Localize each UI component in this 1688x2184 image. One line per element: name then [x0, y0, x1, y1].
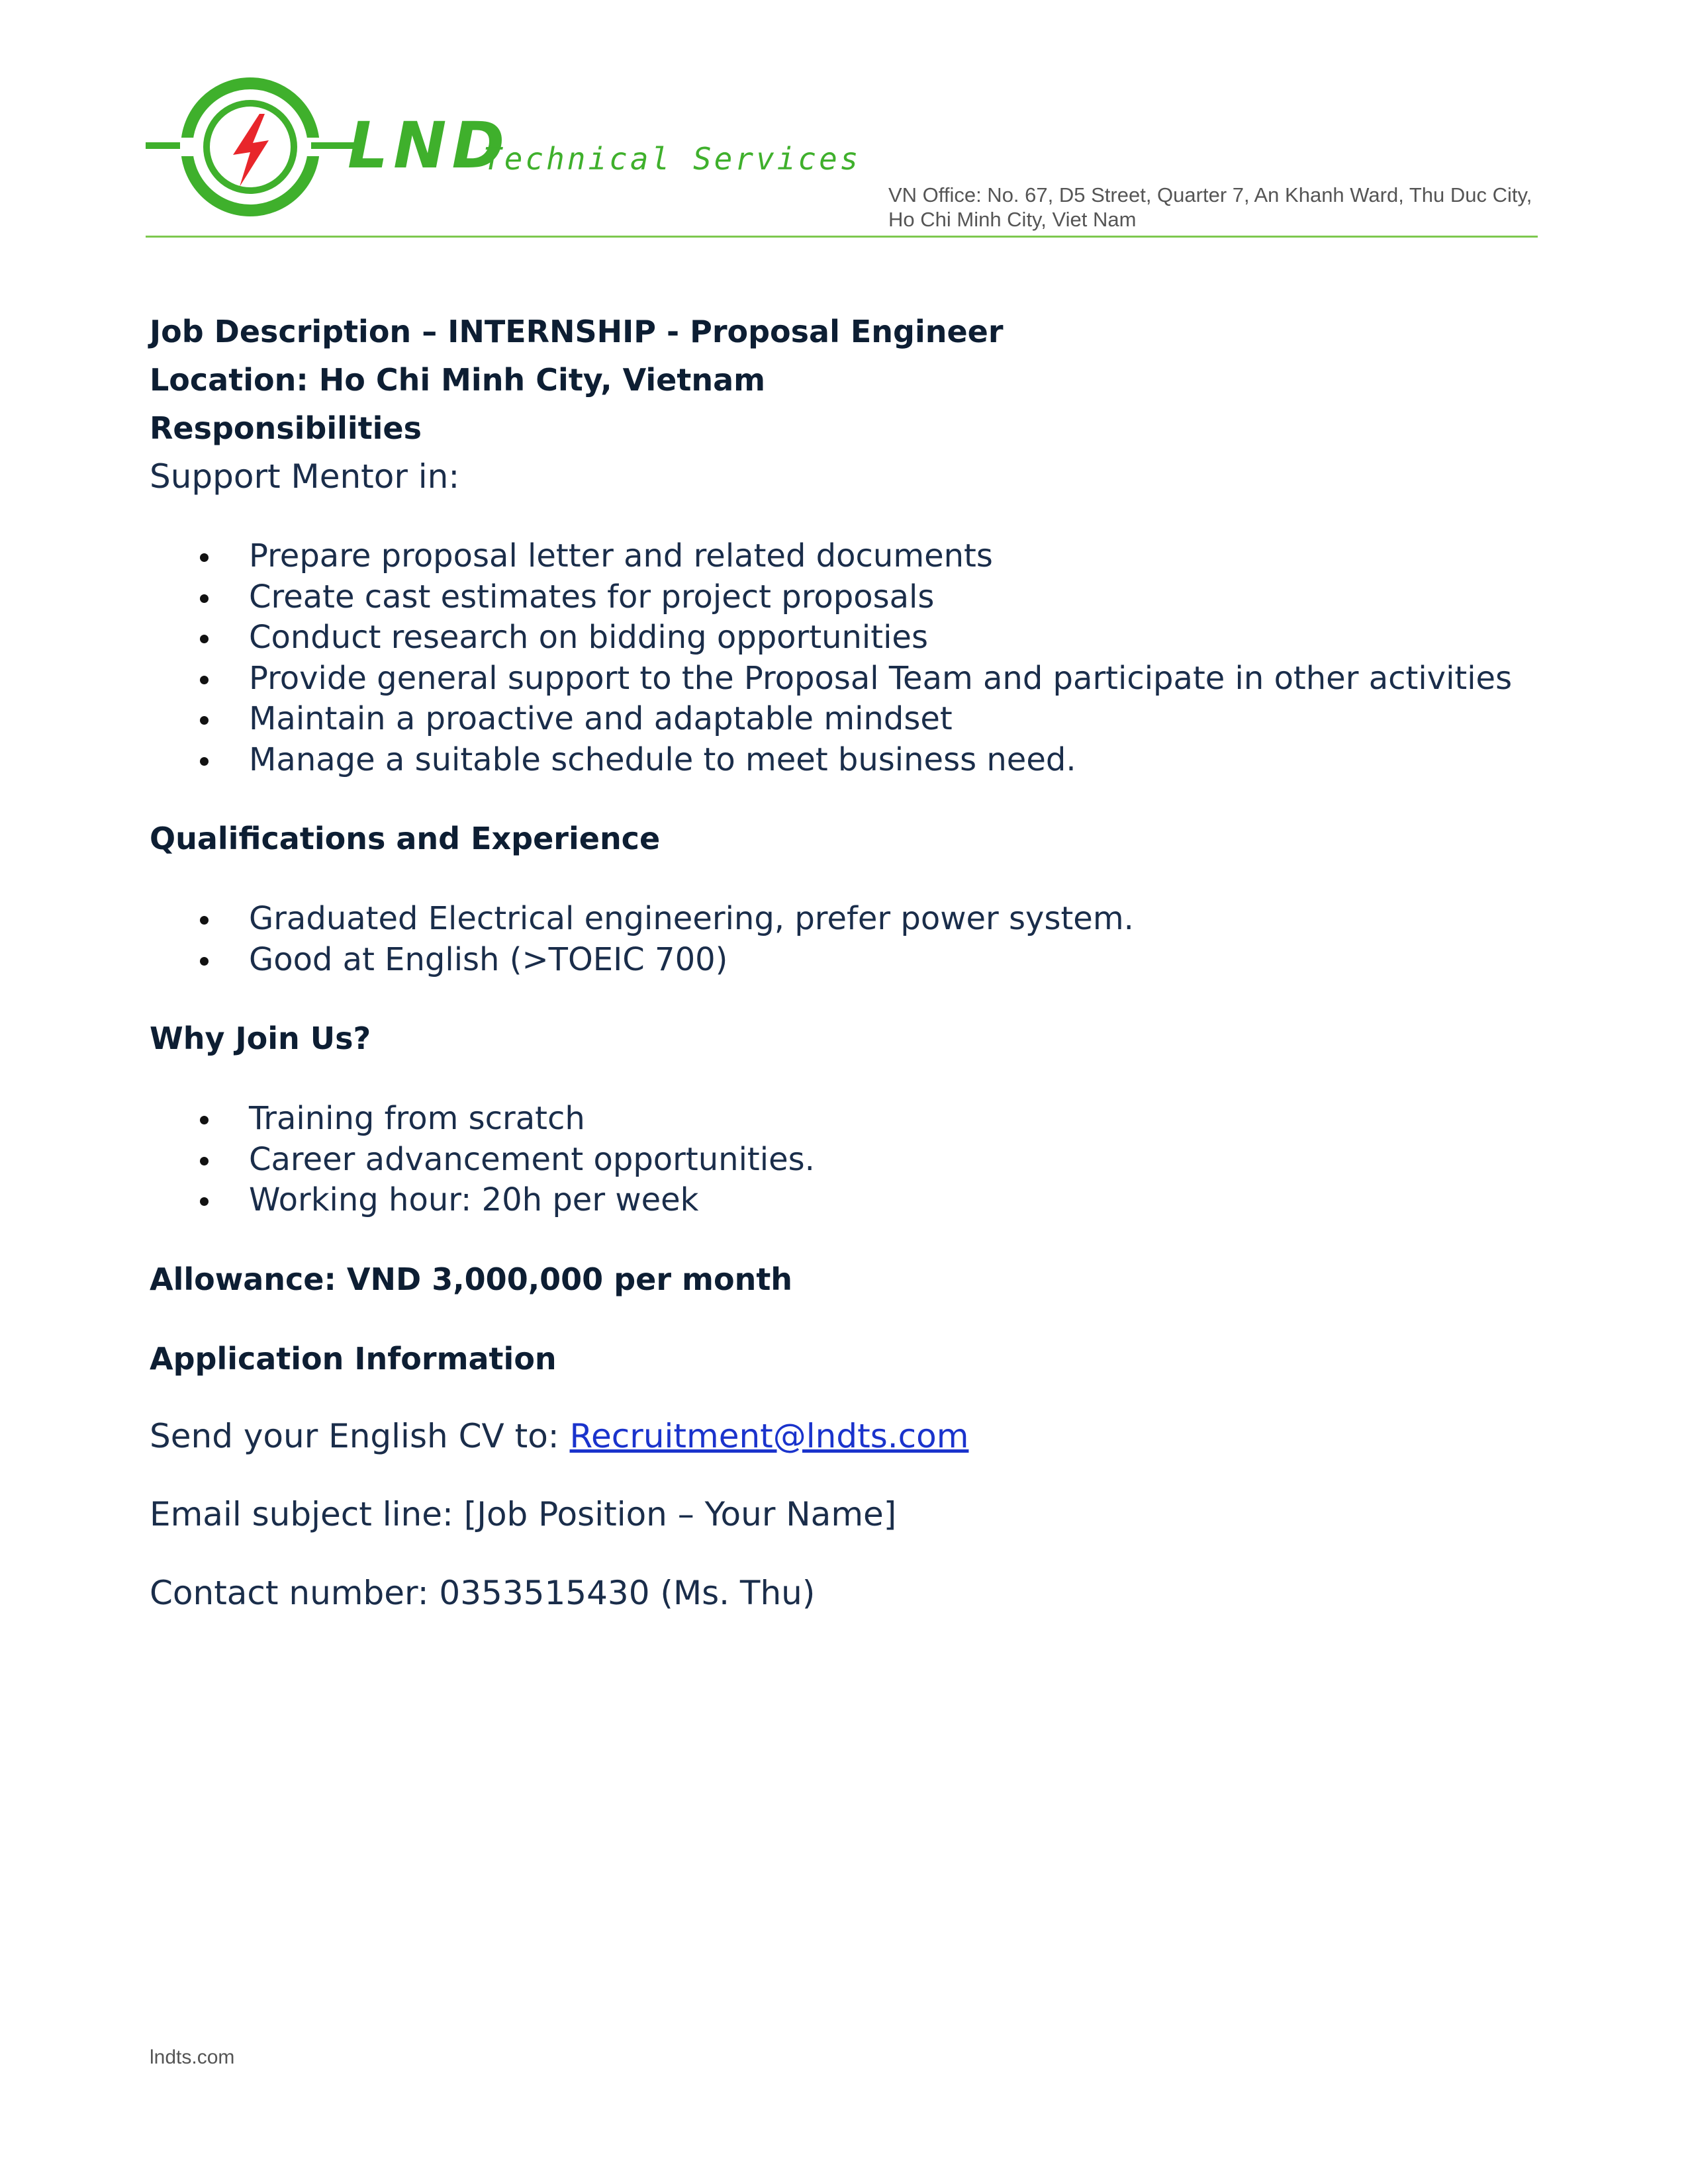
office-address: [888, 183, 1532, 232]
logo-brand: LND: [348, 109, 510, 183]
list-item: Working hour: 20h per week: [150, 1180, 815, 1221]
bullet-icon: [200, 676, 209, 684]
bullet-icon: [200, 553, 209, 562]
list-item: Provide general support to the Proposal Team and participate in other activities: [150, 659, 1512, 700]
why-join-list: [150, 1099, 815, 1221]
bullet-icon: [200, 1116, 209, 1124]
header-divider: [146, 236, 1538, 238]
list-item: Training from scratch: [150, 1099, 815, 1140]
bullet-icon: [200, 916, 209, 925]
bullet-icon: [200, 716, 209, 725]
bullet-icon: [200, 957, 209, 966]
cv-instruction: [150, 1417, 969, 1455]
logo-tagline: Technical Services: [483, 141, 861, 177]
job-location: Location: Ho Chi Minh City, Vietnam: [150, 362, 766, 398]
why-join-heading: Why Join Us?: [150, 1021, 371, 1056]
application-heading: Application Information: [150, 1341, 557, 1377]
bullet-icon: [200, 594, 209, 603]
email-subject-line: Email subject line: [Job Position – Your Name]: [150, 1495, 897, 1533]
contact-number: Contact number: 0353515430 (Ms. Thu): [150, 1574, 816, 1612]
list-item: Graduated Electrical engineering, prefer power system.: [150, 899, 1134, 940]
footer-website: lndts.com: [150, 2046, 235, 2068]
office-address-line2: Ho Chi Minh City, Viet Nam: [888, 208, 1137, 231]
office-address-line1: VN Office: No. 67, D5 Street, Quarter 7, An Khanh Ward, Thu Duc City,: [888, 183, 1532, 206]
cv-label: Send your English CV to:: [150, 1417, 570, 1455]
bullet-icon: [200, 1157, 209, 1165]
job-title: Job Description – INTERNSHIP - Proposal Engineer: [150, 314, 1004, 349]
qualifications-list: [150, 899, 1134, 980]
bullet-icon: [200, 757, 209, 766]
responsibilities-heading: Responsibilities: [150, 410, 422, 446]
recruitment-email-link[interactable]: Recruitment@lndts.com: [569, 1417, 969, 1455]
list-item: Prepare proposal letter and related documents: [150, 536, 1512, 577]
responsibilities-intro: Support Mentor in:: [150, 457, 460, 496]
list-item: Manage a suitable schedule to meet business need.: [150, 740, 1512, 781]
bullet-icon: [200, 635, 209, 643]
list-item: Conduct research on bidding opportunities: [150, 617, 1512, 659]
responsibilities-list: [150, 536, 1512, 780]
list-item: Career advancement opportunities.: [150, 1140, 815, 1181]
qualifications-heading: Qualifications and Experience: [150, 821, 661, 856]
list-item: Create cast estimates for project proposals: [150, 577, 1512, 618]
allowance: Allowance: VND 3,000,000 per month: [150, 1261, 793, 1297]
list-item: Maintain a proactive and adaptable mindset: [150, 699, 1512, 740]
list-item: Good at English (>TOEIC 700): [150, 940, 1134, 981]
bullet-icon: [200, 1197, 209, 1206]
company-logo: [146, 74, 861, 233]
